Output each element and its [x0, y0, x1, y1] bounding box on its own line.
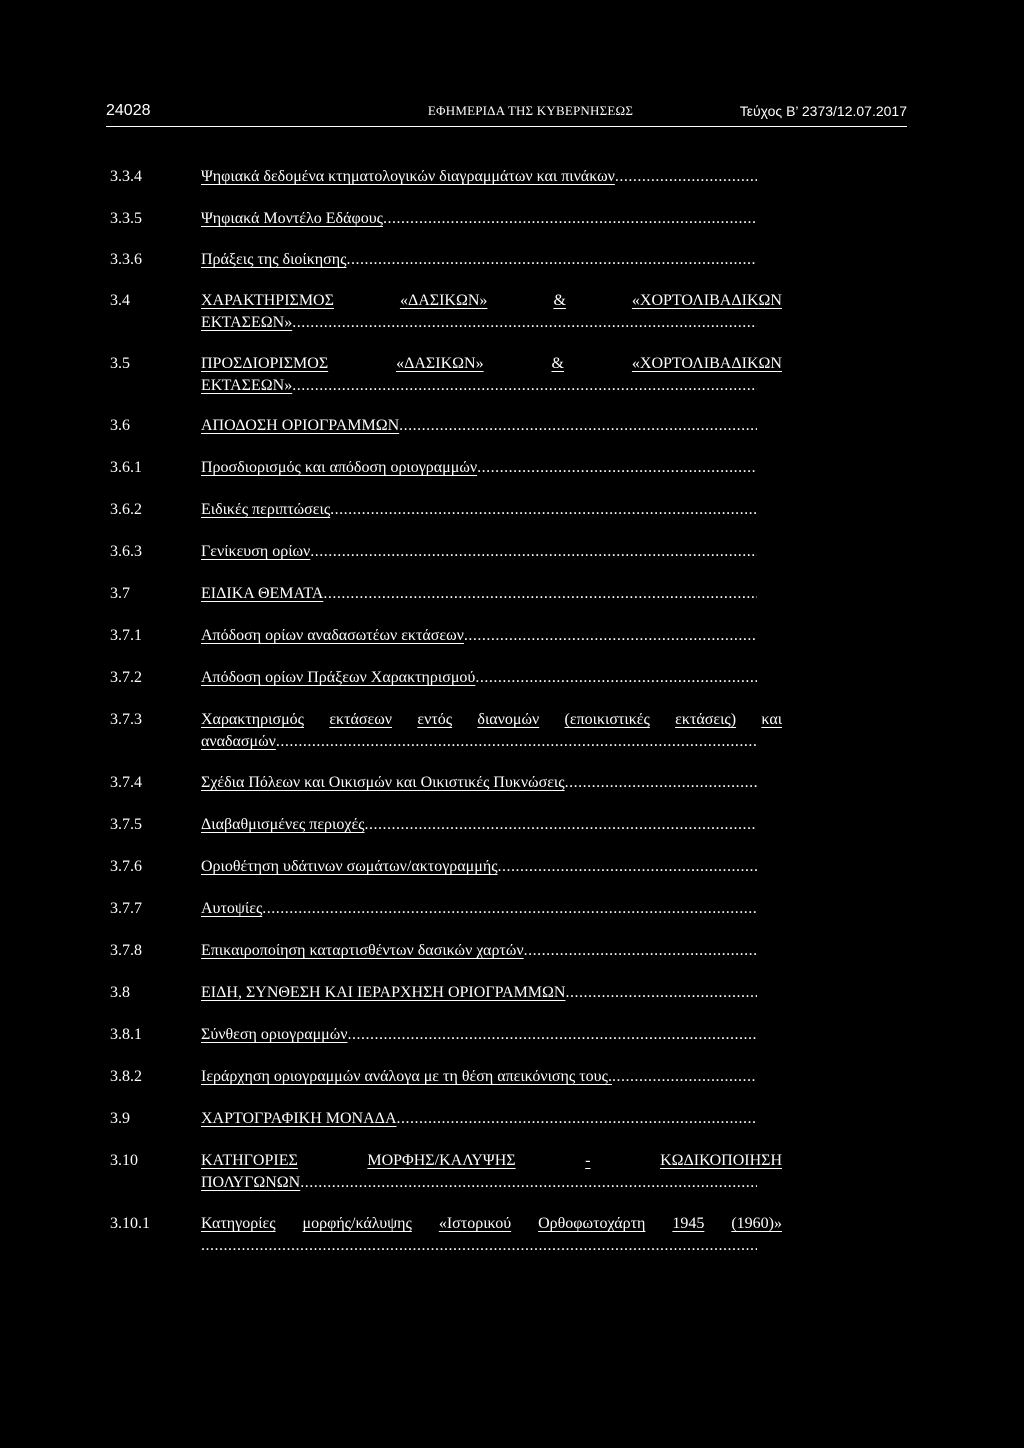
toc-entry-label: Αυτοψίες	[201, 900, 263, 917]
toc-entry-number: 3.3.6	[110, 251, 142, 268]
dot-leader	[346, 249, 757, 271]
toc-entry-label: ΕΚΤΑΣΕΩΝ»	[201, 314, 293, 331]
toc-entry-text	[201, 772, 782, 794]
toc-entry-leader-line	[201, 1235, 757, 1257]
toc-entry-label: Απόδοση ορίων αναδασωτέων εκτάσεων	[201, 627, 464, 644]
toc-entry-leader-line	[201, 814, 757, 836]
toc-entry-first-line	[201, 709, 782, 731]
toc-entry-leader-line	[201, 583, 757, 605]
toc-entry-first-line	[201, 1150, 782, 1172]
toc-entry-text	[201, 353, 782, 397]
toc-entry-number: 3.4	[110, 292, 130, 309]
toc-word: ΠΡΟΣΔΙΟΡΙΣΜΟΣ	[201, 355, 329, 372]
toc-entry-leader-line	[201, 982, 757, 1004]
toc-entry-number: 3.6.1	[110, 459, 142, 476]
toc-entry-leader-line	[201, 166, 757, 188]
toc-word: -	[585, 1152, 591, 1169]
toc-entry-leader-line	[201, 667, 757, 689]
toc-entry-first-line	[201, 1213, 782, 1235]
toc-entry-text	[201, 166, 782, 188]
toc-entry-number: 3.10.1	[110, 1215, 150, 1232]
dot-leader	[475, 667, 757, 689]
toc-word: εκτάσεις)	[675, 711, 737, 728]
toc-entry-label: Οριοθέτηση υδάτινων σωμάτων/ακτογραμμής	[201, 858, 498, 875]
toc-entry-text	[201, 1066, 782, 1088]
toc-entry-text	[201, 625, 782, 647]
toc-entry-leader-line	[201, 731, 757, 753]
toc-entry-first-line	[201, 353, 782, 375]
toc-word: «ΧΟΡΤΟΛΙΒΑΔΙΚΩΝ	[631, 292, 782, 309]
toc-word: (1960)»	[731, 1215, 782, 1232]
page-header	[106, 100, 907, 127]
toc-word: Κατηγορίες	[201, 1215, 276, 1232]
toc-word: 1945	[672, 1215, 705, 1232]
toc-entry-number: 3.7.5	[110, 816, 142, 833]
toc-entry-text	[201, 898, 782, 920]
toc-entry-text	[201, 457, 782, 479]
toc-entry-label: Ειδικές περιπτώσεις	[201, 501, 331, 518]
toc-entry-text	[201, 667, 782, 689]
toc-entry-leader-line	[201, 499, 757, 521]
dot-leader	[310, 541, 757, 563]
toc-entry-text	[201, 1150, 782, 1194]
toc-entry-number: 3.7.1	[110, 627, 142, 644]
toc-entry-label: Προσδιορισμός και απόδοση οριογραμμών	[201, 459, 478, 476]
toc-entry-label: ΑΠΟΔΟΣΗ ΟΡΙΟΓΡΑΜΜΩΝ	[201, 417, 400, 434]
toc-entry-number: 3.6	[110, 417, 130, 434]
dot-leader	[348, 1024, 758, 1046]
toc-entry-text	[201, 1213, 782, 1257]
toc-entry-text	[201, 583, 782, 605]
toc-entry-text	[201, 208, 782, 230]
toc-word: διανομών	[477, 711, 540, 728]
toc-entry-label: Σχέδια Πόλεων και Οικισμών και Οικιστικές Πυκνώσεις	[201, 774, 565, 791]
toc-word: «ΧΟΡΤΟΛΙΒΑΔΙΚΩΝ	[631, 355, 782, 372]
toc-entry-leader-line	[201, 457, 757, 479]
toc-word: ΚΑΤΗΓΟΡΙΕΣ	[201, 1152, 298, 1169]
dot-leader	[397, 1108, 757, 1130]
toc-entry-number: 3.7.8	[110, 942, 142, 959]
toc-entry-leader-line	[201, 415, 757, 437]
toc-entry-label: Γενίκευση ορίων	[201, 543, 311, 560]
toc-entry-number: 3.7.2	[110, 669, 142, 686]
toc-entry-text	[201, 940, 782, 962]
toc-entry-leader-line	[201, 541, 757, 563]
toc-entry-number: 3.3.5	[110, 210, 142, 227]
toc-entry-label: Απόδοση ορίων Πράξεων Χαρακτηρισμού	[201, 669, 476, 686]
toc-entry-leader-line	[201, 1066, 757, 1088]
toc-entry-number: 3.5	[110, 355, 130, 372]
toc-entry-number: 3.8.2	[110, 1068, 142, 1085]
toc-entry-label: ΠΟΛΥΓΩΝΩΝ	[201, 1174, 301, 1191]
toc-word: εκτάσεων	[329, 711, 393, 728]
toc-entry-number: 3.6.3	[110, 543, 142, 560]
toc-entry-label: Ψηφιακά Μοντέλο Εδάφους	[201, 210, 383, 227]
toc-word: μορφής/κάλυψης	[302, 1215, 412, 1232]
toc-entry-number: 3.7.3	[110, 711, 142, 728]
dot-leader	[612, 1066, 757, 1088]
toc-entry-text	[201, 499, 782, 521]
dot-leader	[276, 731, 757, 753]
toc-entry-text	[201, 1108, 782, 1130]
toc-entry-leader-line	[201, 208, 757, 230]
toc-word: &	[553, 292, 566, 309]
toc-entry-leader-line	[201, 1024, 757, 1046]
toc-entry-leader-line	[201, 772, 757, 794]
toc-entry-label: Ψηφιακά δεδομένα κτηματολογικών διαγραμμάτων και πινάκων	[201, 168, 615, 185]
dot-leader	[262, 898, 757, 920]
toc-entry-text	[201, 856, 782, 878]
toc-entry-number: 3.3.4	[110, 168, 142, 185]
toc-word: «ΔΑΣΙΚΩΝ»	[396, 355, 484, 372]
issue-info: Τεύχος Β’ 2373/12.07.2017	[739, 103, 907, 119]
dot-leader	[383, 208, 757, 230]
dot-leader	[498, 856, 757, 878]
dot-leader	[323, 583, 757, 605]
toc-entry-number: 3.10	[110, 1152, 138, 1169]
toc-entry-number: 3.6.2	[110, 501, 142, 518]
toc-entry-text	[201, 982, 782, 1004]
toc-entry-leader-line	[201, 940, 757, 962]
dot-leader	[300, 1172, 757, 1194]
dot-leader	[524, 940, 757, 962]
toc-entry-number: 3.7.4	[110, 774, 142, 791]
toc-entry-leader-line	[201, 856, 757, 878]
toc-entry-leader-line	[201, 898, 757, 920]
dot-leader	[565, 772, 757, 794]
page-number: 24028	[106, 102, 151, 119]
dot-leader	[365, 814, 758, 836]
toc-entry-label: αναδασμών	[201, 733, 276, 750]
toc-entry-label: Σύνθεση οριογραμμών	[201, 1026, 348, 1043]
toc-entry-text	[201, 415, 782, 437]
toc-entry-label: ΧΑΡΤΟΓΡΑΦΙΚΗ ΜΟΝΑΔΑ	[201, 1110, 397, 1127]
toc-entry-first-line	[201, 290, 782, 312]
toc-word: Χαρακτηρισμός	[201, 711, 304, 728]
toc-entry-number: 3.8	[110, 984, 130, 1001]
toc-word: (εποικιστικές	[564, 711, 650, 728]
dot-leader	[292, 375, 757, 397]
toc-word: και	[761, 711, 782, 728]
toc-word: ΜΟΡΦΗΣ/ΚΑΛΥΨΗΣ	[367, 1152, 516, 1169]
toc-entry-number: 3.7.7	[110, 900, 142, 917]
toc-entry-label: ΕΙΔΗ, ΣΥΝΘΕΣΗ ΚΑΙ ΙΕΡΑΡΧΗΣΗ ΟΡΙΟΓΡΑΜΜΩΝ	[201, 984, 566, 1001]
toc-entry-label: Ιεράρχηση οριογραμμών ανάλογα με τη θέση απεικόνισης τους.	[201, 1068, 612, 1085]
toc-word: ΧΑΡΑΚΤΗΡΙΣΜΟΣ	[201, 292, 334, 309]
toc-entry-number: 3.7	[110, 585, 130, 602]
journal-title: ΕΦΗΜΕΡΙΔΑ ΤΗΣ ΚΥΒΕΡΝΗΣΕΩΣ	[427, 103, 634, 118]
toc-entry-leader-line	[201, 249, 757, 271]
dot-leader	[464, 625, 757, 647]
dot-leader	[201, 1235, 757, 1257]
toc-entry-label: ΕΙΔΙΚΑ ΘΕΜΑΤΑ	[201, 585, 324, 602]
toc-entry-leader-line	[201, 375, 757, 397]
dot-leader	[330, 499, 757, 521]
toc-entry-text	[201, 249, 782, 271]
toc-entry-label: ΕΚΤΑΣΕΩΝ»	[201, 377, 293, 394]
toc-entry-leader-line	[201, 312, 757, 334]
toc-entry-number: 3.7.6	[110, 858, 142, 875]
toc-word: ΚΩΔΙΚΟΠΟΙΗΣΗ	[660, 1152, 782, 1169]
dot-leader	[399, 415, 757, 437]
toc-entry-text	[201, 1024, 782, 1046]
toc-word: «Ιστορικού	[438, 1215, 512, 1232]
toc-entry-number: 3.9	[110, 1110, 130, 1127]
toc-entry-text	[201, 290, 782, 334]
dot-leader	[477, 457, 757, 479]
toc-entry-leader-line	[201, 1108, 757, 1130]
toc-entry-text	[201, 814, 782, 836]
toc-entry-label: Επικαιροποίηση καταρτισθέντων δασικών χαρτών	[201, 942, 524, 959]
toc-entry-label: Διαβαθμισμένες περιοχές	[201, 816, 365, 833]
toc-entry-leader-line	[201, 625, 757, 647]
toc-entry-number: 3.8.1	[110, 1026, 142, 1043]
toc-entry-text	[201, 541, 782, 563]
dot-leader	[292, 312, 757, 334]
toc-word: &	[551, 355, 564, 372]
dot-leader	[615, 166, 757, 188]
toc-word: «ΔΑΣΙΚΩΝ»	[399, 292, 488, 309]
toc-word: εντός	[417, 711, 453, 728]
dot-leader	[565, 982, 757, 1004]
toc-word: Ορθοφωτοχάρτη	[538, 1215, 646, 1232]
toc-entry-text	[201, 709, 782, 753]
toc-entry-label: Πράξεις της διοίκησης	[201, 251, 347, 268]
toc-entry-leader-line	[201, 1172, 757, 1194]
